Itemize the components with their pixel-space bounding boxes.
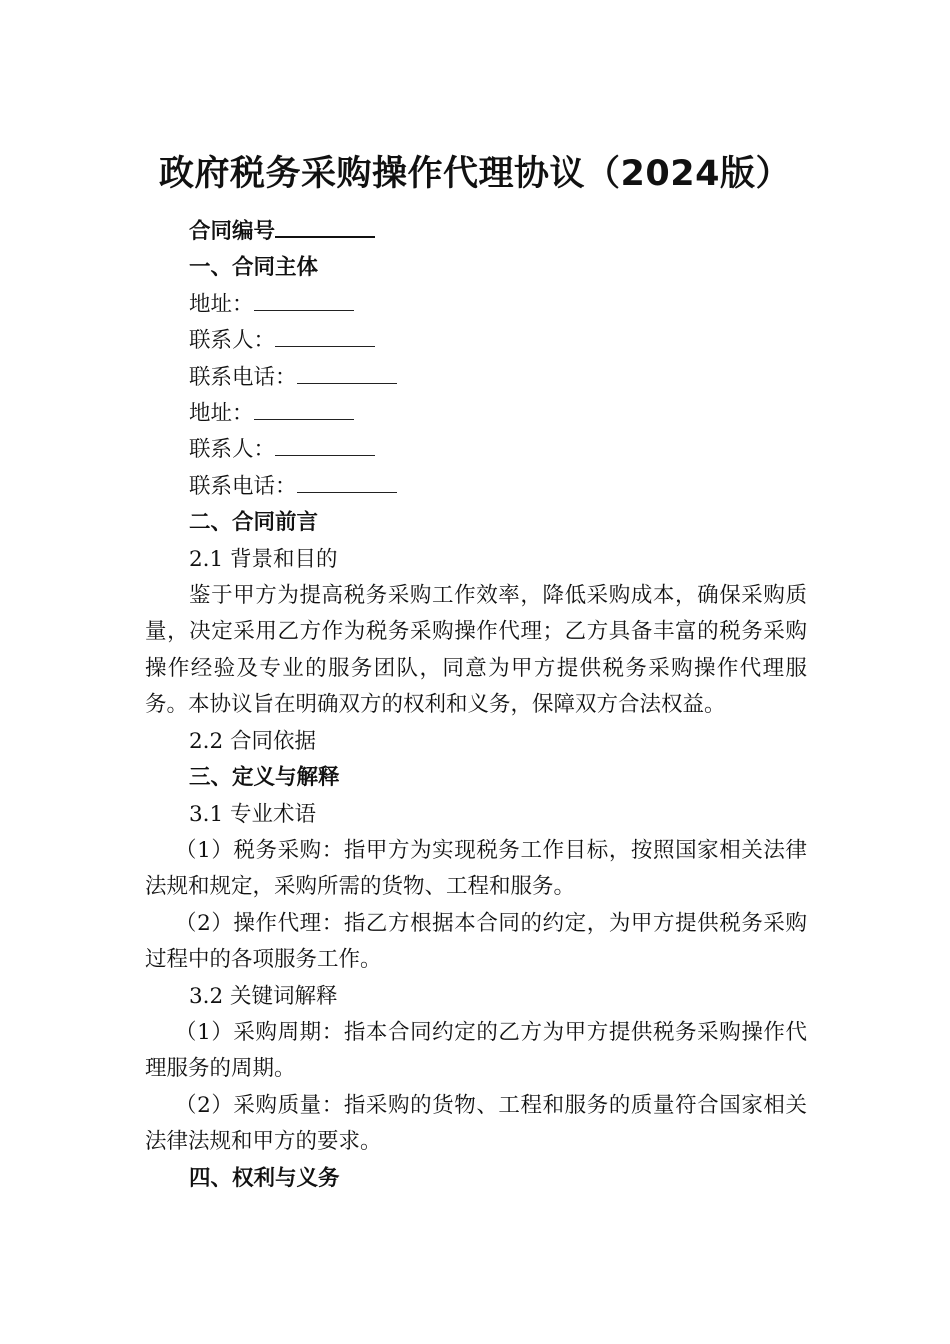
address-blank: [254, 397, 354, 420]
paragraph-definition-tax-procurement: （1）税务采购：指甲方为实现税务工作目标，按照国家相关法律法规和规定，采购所需的货物、工程和服务。: [145, 837, 807, 900]
contract-number-line: [145, 212, 807, 250]
subsection-background: 2.1 背景和目的: [189, 546, 338, 572]
address-label: 地址：: [189, 291, 254, 317]
subsection-basis: 2.2 合同依据: [189, 728, 317, 754]
paragraph-definition-agency: （2）操作代理：指乙方根据本合同的约定，为甲方提供税务采购过程中的各项服务工作。: [145, 910, 807, 973]
party-b-phone-line: [145, 469, 807, 505]
paragraph-definition-quality: （2）采购质量：指采购的货物、工程和服务的质量符合国家相关法律法规和甲方的要求。: [145, 1092, 807, 1155]
party-a-contact-line: [145, 323, 807, 359]
party-a-phone-line: [145, 360, 807, 396]
section-heading-preamble: 二、合同前言: [189, 510, 319, 536]
party-b-contact-line: [145, 432, 807, 468]
subsection-terms: 3.1 专业术语: [189, 801, 317, 827]
phone-label: 联系电话：: [189, 364, 297, 390]
subsection-keywords: 3.2 关键词解释: [189, 983, 338, 1009]
contact-blank: [275, 433, 375, 456]
contract-number-blank: [275, 212, 375, 238]
party-a-address-line: [145, 287, 807, 323]
contact-blank: [275, 324, 375, 347]
section-heading-parties: 一、合同主体: [189, 255, 319, 281]
contact-label: 联系人：: [189, 328, 276, 354]
phone-label: 联系电话：: [189, 473, 297, 499]
phone-blank: [297, 361, 397, 384]
paragraph-background: 鉴于甲方为提高税务采购工作效率，降低采购成本，确保采购质量，决定采用乙方作为税务采购操作代理；乙方具备丰富的税务采购操作经验及专业的服务团队，同意为甲方提供税务采购操作代理服务。本协议旨在明确双方的权利和义务，保障双方合法权益。: [145, 583, 807, 718]
document-body: [145, 212, 807, 1197]
document-title: 政府税务采购操作代理协议（2024版）: [159, 154, 791, 194]
address-label: 地址：: [189, 401, 254, 427]
contract-number-label: 合同编号: [189, 219, 276, 244]
phone-blank: [297, 470, 397, 493]
contact-label: 联系人：: [189, 437, 276, 463]
section-heading-rights: 四、权利与义务: [189, 1165, 340, 1191]
section-heading-definitions: 三、定义与解释: [189, 765, 340, 791]
paragraph-definition-cycle: （1）采购周期：指本合同约定的乙方为甲方提供税务采购操作代理服务的周期。: [145, 1019, 807, 1082]
address-blank: [254, 288, 354, 311]
party-b-address-line: [145, 396, 807, 432]
